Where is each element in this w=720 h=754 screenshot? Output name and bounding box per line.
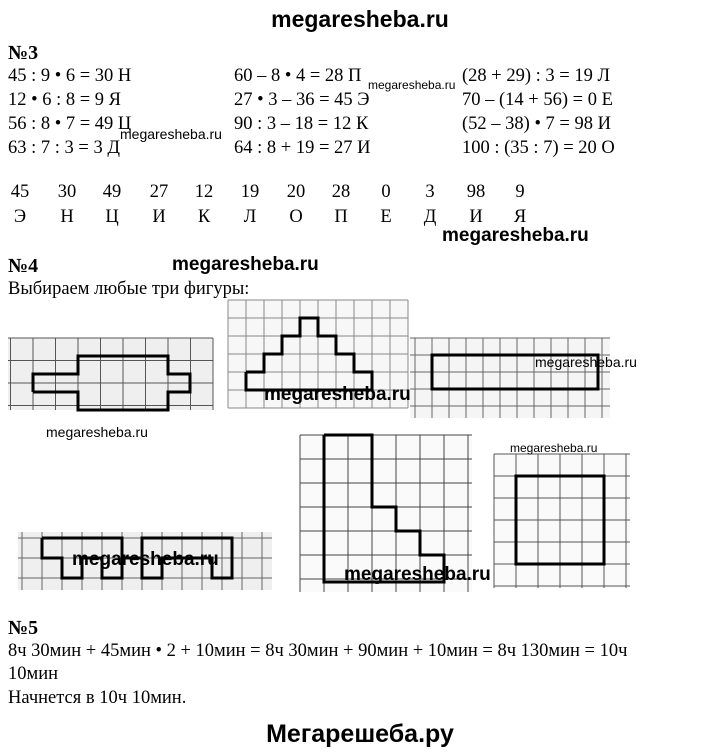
equation: (28 + 29) : 3 = 19 Л: [462, 66, 610, 86]
figure-grid-cross: [8, 338, 213, 410]
cipher-number: 12: [194, 182, 214, 202]
figure-grid-square: [494, 454, 630, 588]
watermark: megaresheba.ru: [442, 225, 589, 246]
cipher-letter: Е: [380, 207, 392, 227]
site-footer[interactable]: Мегарешеба.ру: [266, 720, 454, 748]
task3-heading: №3: [8, 42, 39, 64]
equation: 63 : 7 : 3 = 3 Д: [8, 138, 120, 158]
cipher-letter: О: [289, 207, 303, 227]
cipher-number: 98: [466, 182, 486, 202]
watermark: megaresheba.ru: [46, 424, 148, 440]
cipher-letter: К: [197, 207, 211, 227]
equation: 100 : (35 : 7) = 20 О: [462, 138, 615, 158]
watermark: megaresheba.ru: [368, 78, 456, 92]
cipher-number: 0: [381, 182, 391, 202]
site-title[interactable]: megaresheba.ru: [271, 6, 449, 32]
task5-solution-line: 10мин: [8, 664, 59, 684]
cipher-letter: Ц: [105, 207, 119, 227]
task5-answer: Начнется в 10ч 10мин.: [8, 688, 187, 708]
cipher-number: 27: [149, 182, 169, 202]
watermark: megaresheba.ru: [510, 441, 598, 455]
cipher-letter: Л: [243, 207, 257, 227]
cipher-letter: Н: [60, 207, 74, 227]
cipher-letter: Д: [423, 207, 437, 227]
watermark: megaresheba.ru: [172, 254, 319, 275]
cipher-letter: П: [334, 207, 348, 227]
figure-grid-rectangle: [410, 338, 610, 418]
cipher-letter: Я: [513, 207, 527, 227]
equation: 70 – (14 + 56) = 0 Е: [462, 90, 613, 110]
task5-heading: №5: [8, 617, 39, 639]
task4-heading: №4: [8, 255, 39, 277]
cipher-letter: И: [469, 207, 483, 227]
cipher-number: 20: [286, 182, 306, 202]
equation: 90 : 3 – 18 = 12 К: [234, 114, 369, 134]
watermark: megaresheba.ru: [72, 549, 219, 570]
equation: (52 – 38) • 7 = 98 И: [462, 114, 611, 134]
equation: 45 : 9 • 6 = 30 Н: [8, 66, 132, 86]
cipher-number: 30: [57, 182, 77, 202]
equation: 27 • 3 – 36 = 45 Э: [234, 90, 370, 110]
task4-intro: Выбираем любые три фигуры:: [8, 279, 250, 299]
cipher-number: 45: [10, 182, 30, 202]
task5-solution-line: 8ч 30мин + 45мин • 2 + 10мин = 8ч 30мин + 90мин + 10мин = 8ч 130мин = 10ч: [8, 641, 628, 661]
watermark: megaresheba.ru: [264, 384, 411, 405]
equation: 12 • 6 : 8 = 9 Я: [8, 90, 122, 110]
cipher-number: 19: [240, 182, 260, 202]
equation: 64 : 8 + 19 = 27 И: [234, 138, 371, 158]
equation: 60 – 8 • 4 = 28 П: [234, 66, 362, 86]
cipher-letter: Э: [13, 207, 27, 227]
cipher-number: 9: [515, 182, 525, 202]
watermark: megaresheba.ru: [344, 564, 491, 585]
equation: 56 : 8 • 7 = 49 Ц: [8, 114, 132, 134]
cipher-number: 49: [102, 182, 122, 202]
cipher-letter: И: [152, 207, 166, 227]
cipher-number: 3: [425, 182, 435, 202]
cipher-number: 28: [331, 182, 351, 202]
watermark: megaresheba.ru: [120, 126, 222, 142]
watermark: megaresheba.ru: [535, 354, 637, 370]
